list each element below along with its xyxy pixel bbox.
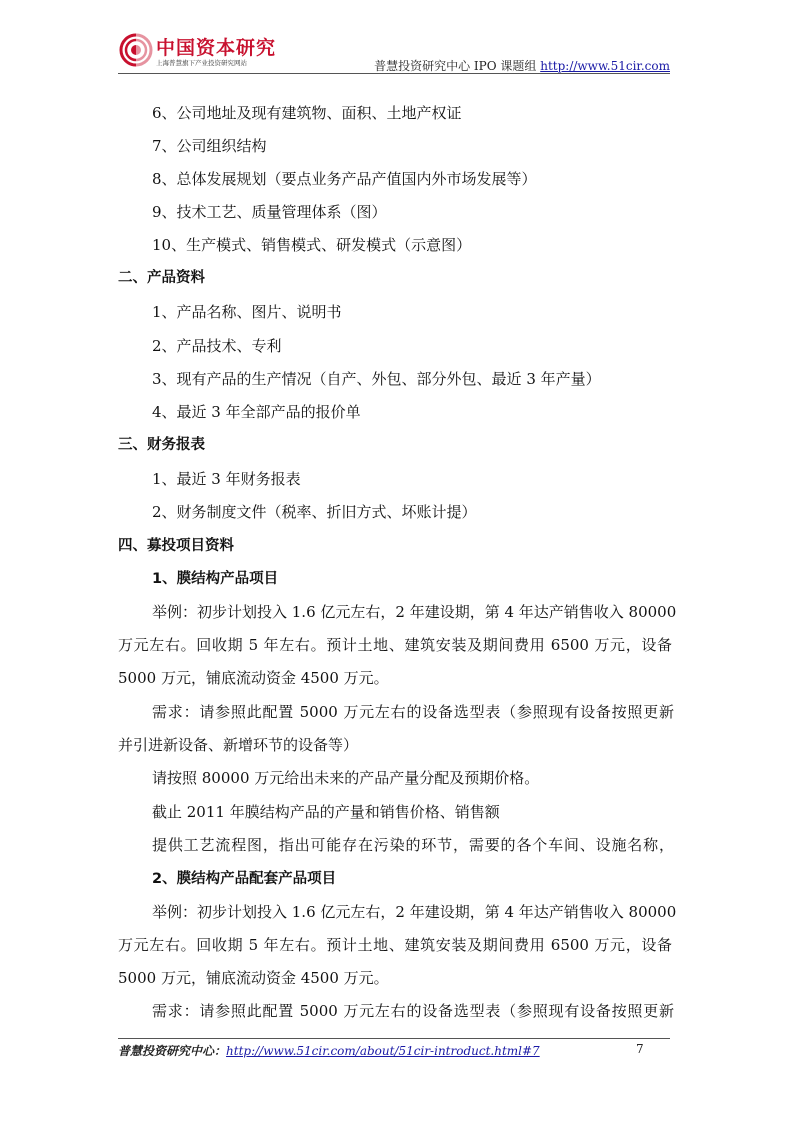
list-item: 2、财务制度文件（税率、折旧方式、坏账计提） <box>152 503 477 521</box>
list-item: 8、总体发展规划（要点业务产品产值国内外市场发展等） <box>152 170 537 188</box>
list-item: 2、产品技术、专利 <box>152 337 282 355</box>
list-item: 1、最近 3 年财务报表 <box>152 470 301 488</box>
subsection-heading: 2、膜结构产品配套产品项目 <box>152 871 337 887</box>
header-url-link[interactable]: http://www.51cir.com <box>540 59 670 73</box>
paragraph-line: 5000 万元，铺底流动资金 4500 万元。 <box>118 669 389 687</box>
paragraph-line: 万元左右。回收期 5 年左右。预计土地、建筑安装及期间费用 6500 万元，设备 <box>118 936 672 954</box>
paragraph-line: 提供工艺流程图，指出可能存在污染的环节，需要的各个车间、设施名称， <box>152 836 674 854</box>
logo-swoosh-icon <box>118 32 154 68</box>
list-item: 9、技术工艺、质量管理体系（图） <box>152 203 387 221</box>
paragraph-line: 万元左右。回收期 5 年左右。预计土地、建筑安装及期间费用 6500 万元，设备 <box>118 636 672 654</box>
page-header <box>118 30 670 74</box>
paragraph-line: 请按照 80000 万元给出未来的产品产量分配及预期价格。 <box>152 769 540 787</box>
subsection-heading: 1、膜结构产品项目 <box>152 571 279 587</box>
paragraph-line: 并引进新设备、新增环节的设备等） <box>118 736 359 754</box>
list-item: 1、产品名称、图片、说明书 <box>152 303 342 321</box>
list-item: 7、公司组织结构 <box>152 137 267 155</box>
page-footer <box>118 1042 540 1059</box>
list-item: 3、现有产品的生产情况（自产、外包、部分外包、最近 3 年产量） <box>152 370 601 388</box>
section-heading: 四、募投项目资料 <box>118 538 234 554</box>
list-item: 6、公司地址及现有建筑物、面积、土地产权证 <box>152 104 462 122</box>
paragraph-line: 截止 2011 年膜结构产品的产量和销售价格、销售额 <box>152 803 500 821</box>
footer-label: 普慧投资研究中心： <box>118 1044 227 1058</box>
section-heading: 二、产品资料 <box>118 270 205 286</box>
list-item: 10、生产模式、销售模式、研发模式（示意图） <box>152 236 472 254</box>
paragraph-line: 5000 万元，铺底流动资金 4500 万元。 <box>118 969 389 987</box>
page-number: 7 <box>636 1042 644 1056</box>
logo <box>118 30 278 70</box>
logo-subtitle: 上海普慧旗下产业投资研究网站 <box>156 59 247 67</box>
header-org-text: 普慧投资研究中心 IPO 课题组 <box>374 59 537 73</box>
list-item: 4、最近 3 年全部产品的报价单 <box>152 403 361 421</box>
paragraph-line: 举例：初步计划投入 1.6 亿元左右，2 年建设期，第 4 年达产销售收入 80000 <box>152 903 677 921</box>
paragraph-line: 需求：请参照此配置 5000 万元左右的设备选型表（参照现有设备按照更新 <box>152 703 674 721</box>
header-right <box>374 57 670 74</box>
footer-divider <box>118 1038 670 1039</box>
header-divider <box>118 73 670 74</box>
footer-url-link[interactable]: http://www.51cir.com/about/51cir-introduct.html#7 <box>226 1044 540 1058</box>
paragraph-line: 举例：初步计划投入 1.6 亿元左右，2 年建设期，第 4 年达产销售收入 80000 <box>152 603 677 621</box>
logo-title: 中国资本研究 <box>156 37 277 59</box>
paragraph-line: 需求：请参照此配置 5000 万元左右的设备选型表（参照现有设备按照更新 <box>152 1002 674 1020</box>
section-heading: 三、财务报表 <box>118 437 205 453</box>
